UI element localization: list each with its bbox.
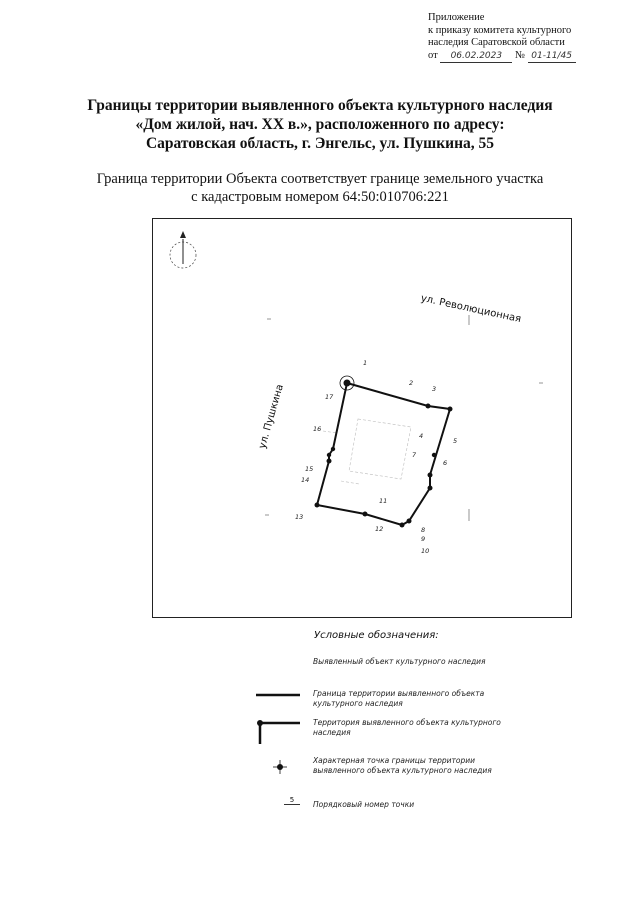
point-label-6: 6 [443,459,448,467]
point-label-7: 7 [412,451,417,459]
subtitle-line-1: Граница территории Объекта соответствует границе земельного участка [96,171,544,187]
point-label-11: 11 [379,497,388,505]
point-label-16: 16 [313,425,322,433]
point-label-12: 12 [375,525,384,533]
title-line-2: «Дом жилой, нач. XX в.», расположенного по адресу: [135,116,505,133]
appendix-line-2: к приказу комитета культурного [428,24,572,36]
survey-marks [265,315,543,521]
point-label-15: 15 [305,465,314,473]
point-label-14: 14 [301,476,310,484]
legend-label-boundary: Граница территории выявленного объекта культурного наследия [313,689,485,708]
legend-symbol-boundary-line [250,689,302,701]
subtitle-line-2: с кадастровым номером 64:50:010706:221 [191,189,449,205]
legend-symbol-point-icon [250,756,302,776]
point-label-10: 10 [421,547,430,555]
appendix-line-1: Приложение [428,12,485,23]
street-label-pushkina: ул. Пушкина [257,383,286,451]
legend-item-boundary [250,689,550,713]
map-drawing [153,219,572,618]
point-label-4: 4 [419,432,424,440]
heritage-building-outline [323,419,411,484]
legend-label-number: Порядковый номер точки [313,800,415,809]
legend-title: Условные обозначения: [314,630,439,641]
appendix-line-3: наследия Саратовской области [428,37,565,48]
north-arrow-icon [170,231,196,268]
appendix-note [428,12,576,63]
legend-item-heritage-object [250,657,550,681]
legend-symbol-number: 5 [284,796,300,805]
point-label-1: 1 [363,359,368,367]
point-label-8: 8 [421,526,426,534]
legend-symbol-territory-corner [250,718,302,746]
point-label-5: 5 [453,437,458,445]
point-label-17: 17 [325,393,334,401]
date-prefix: от [428,49,438,61]
page-title [0,96,640,153]
boundary-map [152,218,572,618]
legend-item-characteristic-point [250,756,550,790]
legend-item-territory [250,718,550,748]
page-subtitle [0,170,640,206]
appendix-line-date [428,50,576,64]
title-line-3: Саратовская область, г. Энгельс, ул. Пушкина, 55 [145,135,495,152]
point-label-3: 3 [432,385,437,393]
street-label-revolutsionnaya: ул. Революционная [419,293,523,326]
legend-item-point-number [250,796,550,814]
order-date: 06.02.2023 [440,50,512,64]
point-label-13: 13 [295,513,304,521]
number-prefix: № [514,49,525,61]
point-label-2: 2 [409,379,414,387]
legend-symbol-object [250,657,300,671]
title-line-1: Границы территории выявленного объекта культурного наследия [87,97,553,114]
legend-label-point: Характерная точка границы территории выявленного объекта культурного наследия [313,756,492,775]
legend-label-territory: Территория выявленного объекта культурного наследия [313,718,501,737]
legend-label-object: Выявленный объект культурного наследия [313,657,486,666]
order-number: 01-11/45 [528,50,576,64]
point-label-9: 9 [421,535,426,543]
